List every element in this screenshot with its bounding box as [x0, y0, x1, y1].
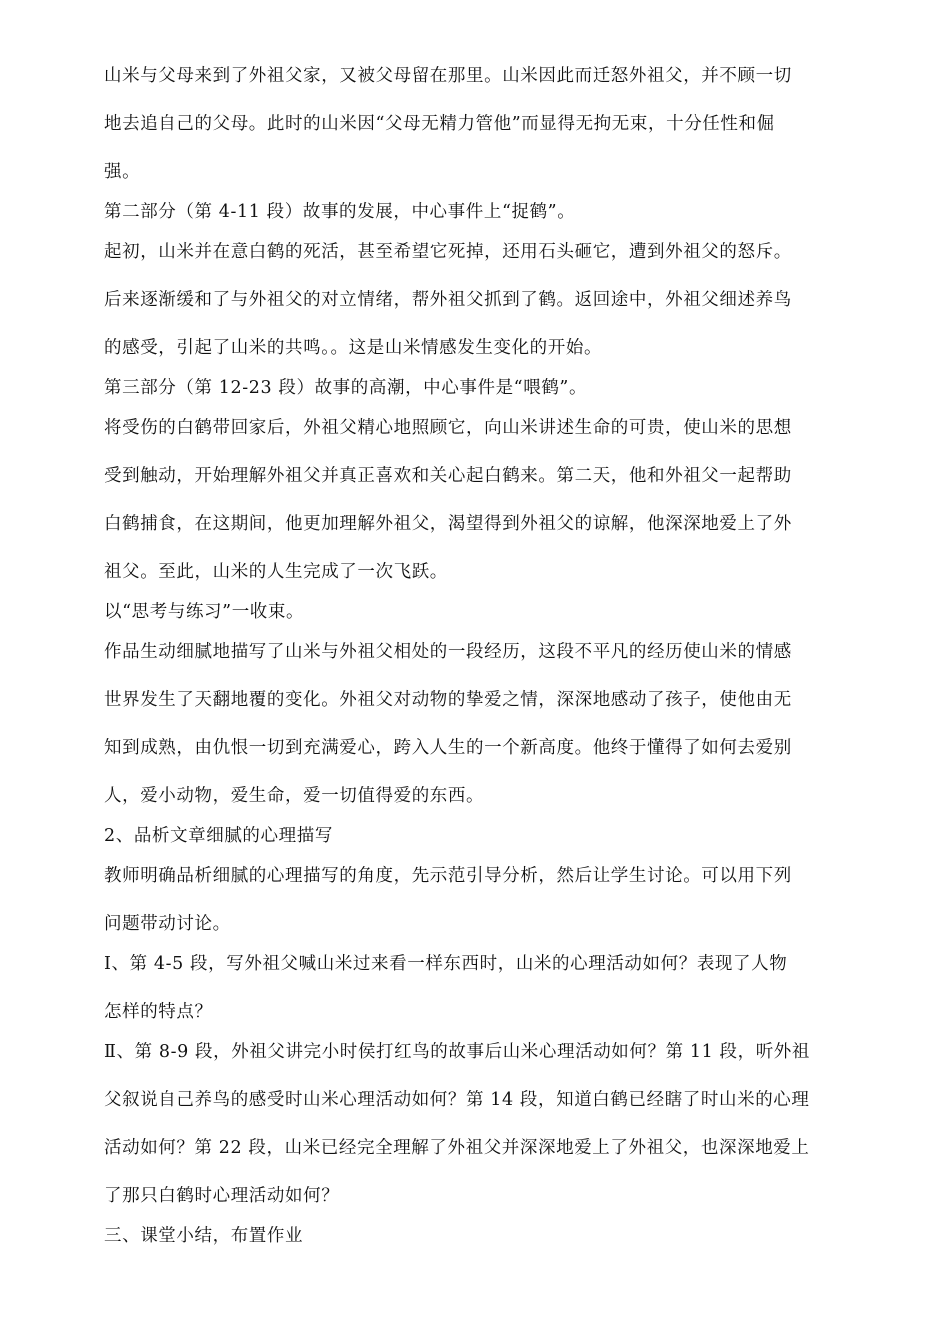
text-line: 作品生动细腻地描写了山米与外祖父相处的一段经历，这段不平凡的经历使山米的情感: [104, 642, 792, 662]
text-line: 以“思考与练习”一收束。: [104, 602, 305, 622]
text-line: 起初，山米并在意白鹤的死活，甚至希望它死掉，还用石头砸它，遭到外祖父的怒斥。: [104, 242, 792, 262]
text-line: 将受伤的白鹤带回家后，外祖父精心地照顾它，向山米讲述生命的可贵，使山米的思想: [104, 418, 792, 438]
question-line: 怎样的特点？: [104, 1002, 213, 1022]
text-line: 祖父。至此，山米的人生完成了一次飞跃。: [104, 562, 448, 582]
section-heading: 2、品析文章细腻的心理描写: [104, 826, 333, 846]
question-line: 活动如何？第 22 段，山米已经完全理解了外祖父并深深地爱上了外祖父，也深深地爱上: [104, 1138, 810, 1158]
text-line: 受到触动，开始理解外祖父并真正喜欢和关心起白鹤来。第二天，他和外祖父一起帮助: [104, 466, 792, 486]
text-line: 白鹤捕食，在这期间，他更加理解外祖父，渴望得到外祖父的谅解，他深深地爱上了外: [104, 514, 792, 534]
question-line: 了那只白鹤时心理活动如何？: [104, 1186, 340, 1206]
text-line: 教师明确品析细腻的心理描写的角度，先示范引导分析，然后让学生讨论。可以用下列: [104, 866, 792, 886]
question-line: 父叙说自己养鸟的感受时山米心理活动如何？第 14 段，知道白鹤已经瞎了时山米的心理: [104, 1090, 810, 1110]
section-heading: 三、课堂小结，布置作业: [104, 1226, 304, 1246]
text-line: 强。: [104, 162, 141, 182]
text-line: 问题带动讨论。: [104, 914, 231, 934]
text-line: 山米与父母来到了外祖父家，又被父母留在那里。山米因此而迁怒外祖父，并不顾一切: [104, 66, 792, 86]
text-line: 知到成熟，由仇恨一切到充满爱心，跨入人生的一个新高度。他终于懂得了如何去爱别: [104, 738, 792, 758]
question-line: Ⅱ、第 8-9 段，外祖父讲完小时侯打红鸟的故事后山米心理活动如何？第 11 段，听外祖: [104, 1042, 810, 1062]
text-line: 后来逐渐缓和了与外祖父的对立情绪，帮外祖父抓到了鹤。返回途中，外祖父细述养鸟: [104, 290, 792, 310]
text-line: 的感受，引起了山米的共鸣。。这是山米情感发生变化的开始。: [104, 338, 603, 358]
text-line: 人，爱小动物，爱生命，爱一切值得爱的东西。: [104, 786, 485, 806]
section-heading: 第二部分（第 4-11 段）故事的发展，中心事件上“捉鹤”。: [104, 202, 576, 222]
text-line: 地去追自己的父母。此时的山米因“父母无精力管他”而显得无拘无束，十分任性和倔: [104, 114, 775, 134]
question-line: Ⅰ、第 4-5 段，写外祖父喊山米过来看一样东西时，山米的心理活动如何？表现了人物: [104, 954, 788, 974]
section-heading: 第三部分（第 12-23 段）故事的高潮，中心事件是“喂鹤”。: [104, 378, 588, 398]
text-line: 世界发生了天翻地覆的变化。外祖父对动物的挚爱之情，深深地感动了孩子，使他由无: [104, 690, 792, 710]
